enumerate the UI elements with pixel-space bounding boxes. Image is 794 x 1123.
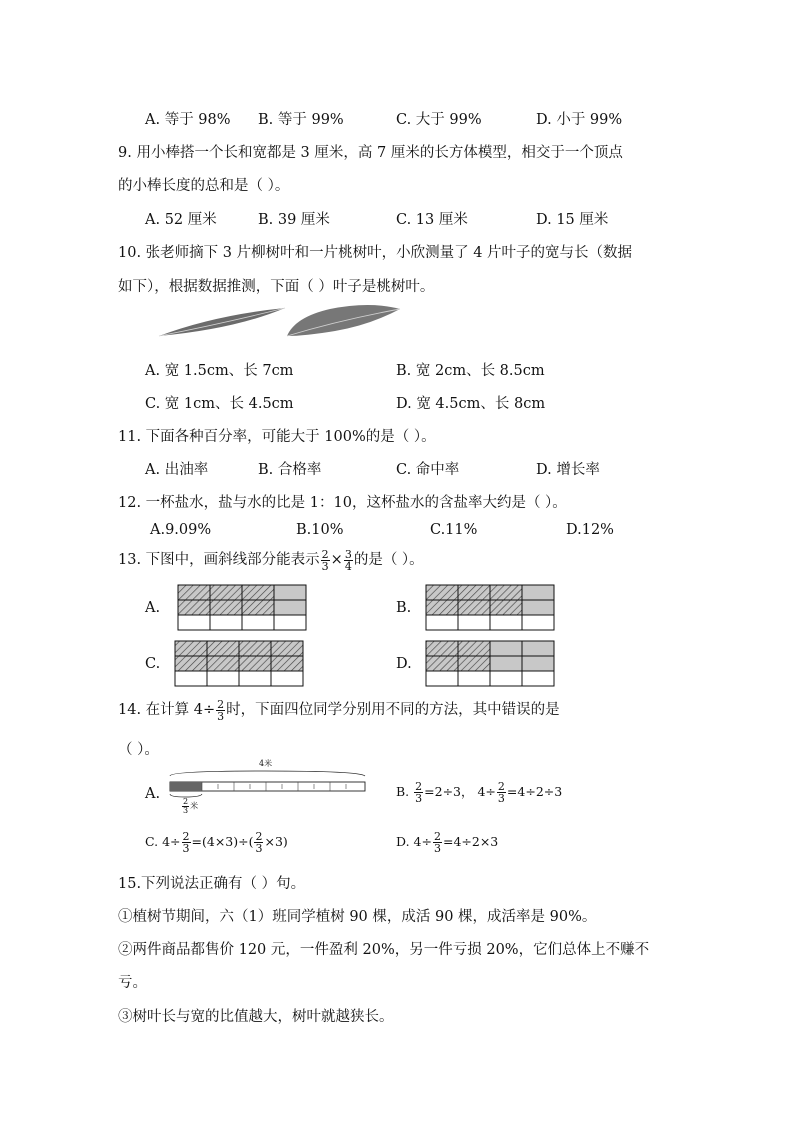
fraction-2-3 (321, 549, 330, 572)
numerator: 3 (344, 547, 352, 561)
grid-b (426, 585, 554, 630)
q9-option-a: A. 52 厘米 (145, 212, 217, 228)
denominator: 3 (182, 842, 190, 855)
q11-option-b: B. 合格率 (258, 462, 322, 478)
q15-statement-2-line2: 亏。 (118, 975, 147, 991)
grid-a (178, 585, 306, 630)
fraction-2-3 (433, 831, 442, 854)
q11-stem: 11. 下面各种百分率，可能大于 100%的是（ ）。 (118, 429, 436, 445)
fraction-3-4 (344, 549, 353, 572)
denominator: 3 (255, 842, 263, 855)
expr-part: 4÷ (413, 834, 432, 849)
numerator: 2 (497, 780, 505, 793)
unit: 米 (190, 801, 199, 811)
times-sign: × (330, 552, 343, 568)
q13-stem-pre: 13. 下图中，画斜线部分能表示 (118, 552, 320, 568)
q13-label-a: A. (145, 600, 161, 616)
numerator: 2 (217, 697, 225, 711)
denominator: 3 (183, 806, 189, 815)
q14-option-b (396, 780, 562, 804)
q11-option-c: C. 命中率 (396, 462, 460, 478)
q12-option-d: D.12% (566, 522, 614, 538)
q14-label-a: A. (145, 786, 161, 802)
expr-part: =2÷3， 4÷ (424, 784, 496, 799)
q14-stem-post: 时，下面四位同学分别用不同的方法，其中错误的是 (226, 702, 560, 718)
q10-stem-line2: 如下），根据数据推测，下面（ ）叶子是桃树叶。 (118, 279, 435, 295)
q8-option-d: D. 小于 99% (536, 112, 623, 128)
q9-option-b: B. 39 厘米 (258, 212, 330, 228)
q11-option-a: A. 出油率 (145, 462, 209, 478)
q14-a-top-label: 4米 (259, 759, 273, 768)
q9-option-c: C. 13 厘米 (396, 212, 468, 228)
q15-statement-1: ①植树节期间，六（1）班同学植树 90 棵，成活 90 棵，成活率是 90%。 (118, 909, 597, 925)
q10-option-a: A. 宽 1.5cm、长 7cm (145, 363, 294, 379)
denominator: 4 (344, 559, 352, 573)
q13-label-d: D. (396, 656, 412, 672)
q15-statement-3: ③树叶长与宽的比值越大，树叶就越狭长。 (118, 1009, 394, 1025)
denominator: 3 (321, 559, 329, 573)
q13-stem (118, 548, 424, 572)
expr-part: 4÷ (162, 834, 181, 849)
expr-part: =(4×3)÷( (191, 834, 254, 849)
q14-a-bottom-label (181, 798, 198, 815)
q9-stem-line1: 9. 用小棒搭一个长和宽都是 3 厘米，高 7 厘米的长方体模型，相交于一个顶点 (118, 145, 623, 161)
grid-c (175, 641, 303, 686)
q12-option-b: B.10% (296, 522, 344, 538)
numerator: 2 (415, 780, 423, 793)
numerator: 2 (321, 547, 329, 561)
fraction-2-3 (216, 699, 225, 722)
numerator: 2 (433, 830, 441, 843)
fraction-2-3 (182, 831, 191, 854)
q9-stem-line2: 的小棒长度的总和是（ ）。 (118, 178, 290, 194)
q9-option-d: D. 15 厘米 (536, 212, 609, 228)
q15-stem: 15.下列说法正确有（ ）句。 (118, 876, 306, 892)
willow-leaf-image (159, 308, 285, 336)
expr-part: =4÷2×3 (442, 834, 499, 849)
numerator: 2 (255, 830, 263, 843)
expr-part: =4÷2÷3 (506, 784, 563, 799)
q8-option-a: A. 等于 98% (145, 112, 231, 128)
denominator: 3 (497, 792, 505, 805)
fraction-2-3 (497, 781, 506, 804)
denominator: 3 (433, 842, 441, 855)
denominator: 3 (217, 709, 225, 723)
q14-option-c (145, 830, 288, 854)
q14-label-c: C. (145, 834, 159, 849)
peach-leaf-image (287, 305, 400, 336)
q10-option-d: D. 宽 4.5cm、长 8cm (396, 396, 546, 412)
denominator: 3 (415, 792, 423, 805)
grid-d (426, 641, 554, 686)
expr-part: ×3) (264, 834, 288, 849)
fraction-2-3 (254, 831, 263, 854)
q11-option-d: D. 增长率 (536, 462, 600, 478)
q14-stem-pre: 14. 在计算 4÷ (118, 702, 216, 718)
q12-stem: 12. 一杯盐水，盐与水的比是 1：10，这杯盐水的含盐率大约是（ ）。 (118, 495, 567, 511)
fraction-2-3 (414, 781, 423, 804)
q14-label-d: D. (396, 834, 410, 849)
numerator: 2 (182, 830, 190, 843)
leaf-images (155, 303, 405, 341)
q8-option-c: C. 大于 99% (396, 112, 482, 128)
q15-statement-2-line1: ②两件商品都售价 120 元，一件盈利 20%，另一件亏损 20%，它们总体上不赚不 (118, 942, 650, 958)
q10-option-b: B. 宽 2cm、长 8.5cm (396, 363, 545, 379)
q13-label-c: C. (145, 656, 161, 672)
q10-option-c: C. 宽 1cm、长 4.5cm (145, 396, 294, 412)
q12-option-a: A.9.09% (150, 522, 212, 538)
numerator: 2 (183, 797, 189, 806)
q8-option-b: B. 等于 99% (258, 112, 344, 128)
q13-label-b: B. (396, 600, 412, 616)
q14-stem (118, 698, 560, 722)
q13-stem-post: 的是（ ）。 (353, 552, 424, 568)
q14-blank: （ ）。 (118, 742, 159, 758)
q14-option-d (396, 830, 498, 854)
q12-option-c: C.11% (430, 522, 478, 538)
q10-stem-line1: 10. 张老师摘下 3 片柳树叶和一片桃树叶，小欣测量了 4 片叶子的宽与长（数据 (118, 245, 633, 261)
q14-label-b: B. (396, 784, 410, 799)
fraction-2-3 (182, 798, 189, 815)
